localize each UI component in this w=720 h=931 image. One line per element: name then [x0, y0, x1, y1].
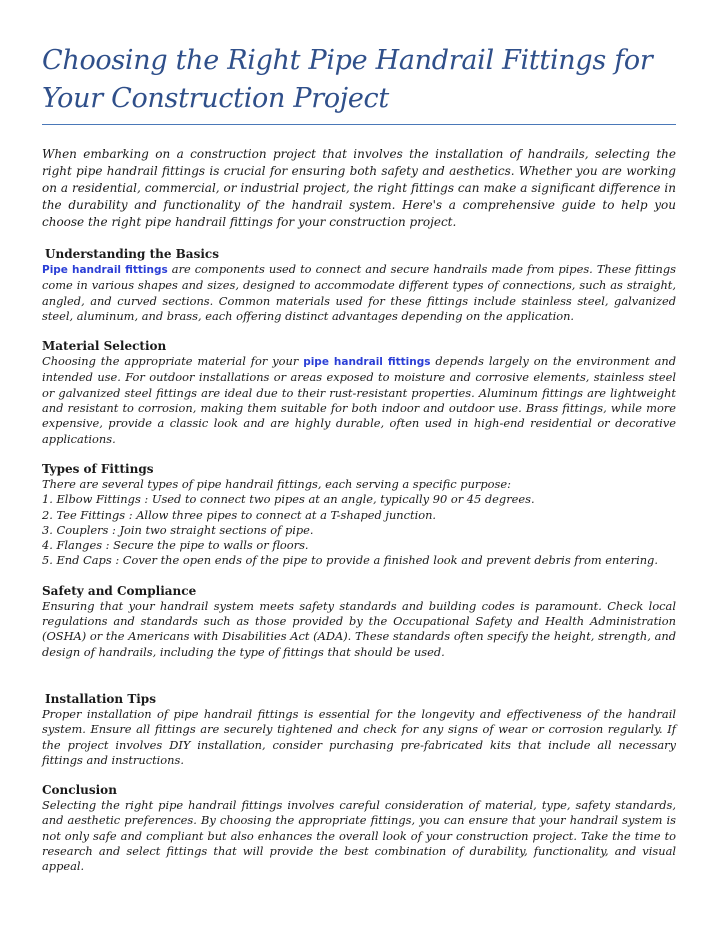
title-line-1: Choosing the Right Pipe Handrail Fittings for	[42, 45, 653, 76]
section-installation	[42, 691, 676, 768]
section-heading-conclusion: Conclusion	[42, 783, 117, 798]
list-item: 4. Flanges : Secure the pipe to walls or floors.	[42, 538, 309, 553]
basics-text: are components used to connect and secure handrails made from pipes. These fittings come in various shapes and sizes, designed to accommodate different types of connections, such as straight, angled, and curved sections. Common materials used for these fittings include stainless steel, galvanized steel, aluminum, and brass, each offering distinct advantages depending on the application.	[42, 262, 676, 323]
section-conclusion	[42, 782, 676, 874]
intro-paragraph: When embarking on a construction project that involves the installation of handrails, selecting the right pipe handrail fittings is crucial for ensuring both safety and aesthetics. Whether you are working on a residential, commercial, or industrial project, the right fittings can make a significant difference in the durability and functionality of the handrail system. Here's a comprehensive guide to help you choose the right pipe handrail fittings for your construction project.	[42, 147, 676, 229]
section-heading-basics: Understanding the Basics	[45, 247, 219, 261]
section-safety	[42, 583, 676, 660]
section-body-conclusion: Selecting the right pipe handrail fittings involves careful consideration of material, type, safety standards, and aesthetic preferences. By choosing the appropriate fittings, you can ensure that your handrail system is not only safe and compliant but also enhances the overall look of your construction project. Take the time to research and select fittings that will provide the best combination of durability, functionality, and visual appeal.	[42, 798, 676, 874]
section-heading-material: Material Selection	[42, 339, 167, 354]
section-basics	[42, 246, 676, 324]
section-body-basics	[42, 262, 676, 324]
section-types	[42, 461, 676, 569]
list-item: 2. Tee Fittings : Allow three pipes to connect at a T-shaped junction.	[42, 507, 437, 522]
title-line-2: Your Construction Project	[42, 83, 389, 114]
pipe-handrail-fittings-link-2[interactable]: pipe handrail fittings	[303, 356, 431, 369]
section-body-safety: Ensuring that your handrail system meets safety standards and building codes is paramount. Check local regulations and standards such as those provided by the Occupational Safety and Health Administration (OSHA) or the Americans with Disabilities Act (ADA). These standards often specify the height, strength, and design of handrails, including the type of fittings that should be used.	[42, 598, 676, 659]
section-heading-safety: Safety and Compliance	[42, 583, 197, 598]
title-divider	[42, 124, 676, 125]
list-item: 3. Couplers : Join two straight sections of pipe.	[42, 522, 314, 537]
section-body-installation: Proper installation of pipe handrail fittings is essential for the longevity and effectiveness of the handrail system. Ensure all fittings are securely tightened and check for any signs of wear or corrosion regularly. If the project involves DIY installation, consider purchasing pre-fabricated kits that include all necessary fittings and instructions.	[42, 706, 676, 767]
list-item: 1. Elbow Fittings : Used to connect two pipes at an angle, typically 90 or 45 degrees.	[42, 492, 535, 507]
types-intro: There are several types of pipe handrail fittings, each serving a specific purpose:	[42, 476, 511, 491]
section-body-material	[42, 354, 676, 447]
list-item: 5. End Caps : Cover the open ends of the pipe to provide a finished look and prevent debris from entering.	[42, 553, 658, 568]
page-title	[42, 42, 676, 118]
document-page	[42, 42, 676, 875]
section-heading-types: Types of Fittings	[42, 461, 154, 476]
material-text-after: depends largely on the environment and intended use. For outdoor installations or areas exposed to moisture and corrosive elements, stainless steel or galvanized steel fittings are ideal due to their rust-resistant properties. Aluminum fittings are lightweight and resistant to corrosion, making them suitable for both indoor and outdoor use. Brass fittings, while more expensive, provide a classic look and are highly durable, often used in high-end residential or decorative applications.	[42, 354, 676, 446]
material-text-before: Choosing the appropriate material for your	[42, 354, 304, 369]
section-material	[42, 338, 676, 447]
section-heading-installation: Installation Tips	[45, 691, 156, 706]
pipe-handrail-fittings-link[interactable]: Pipe handrail fittings	[42, 264, 168, 276]
